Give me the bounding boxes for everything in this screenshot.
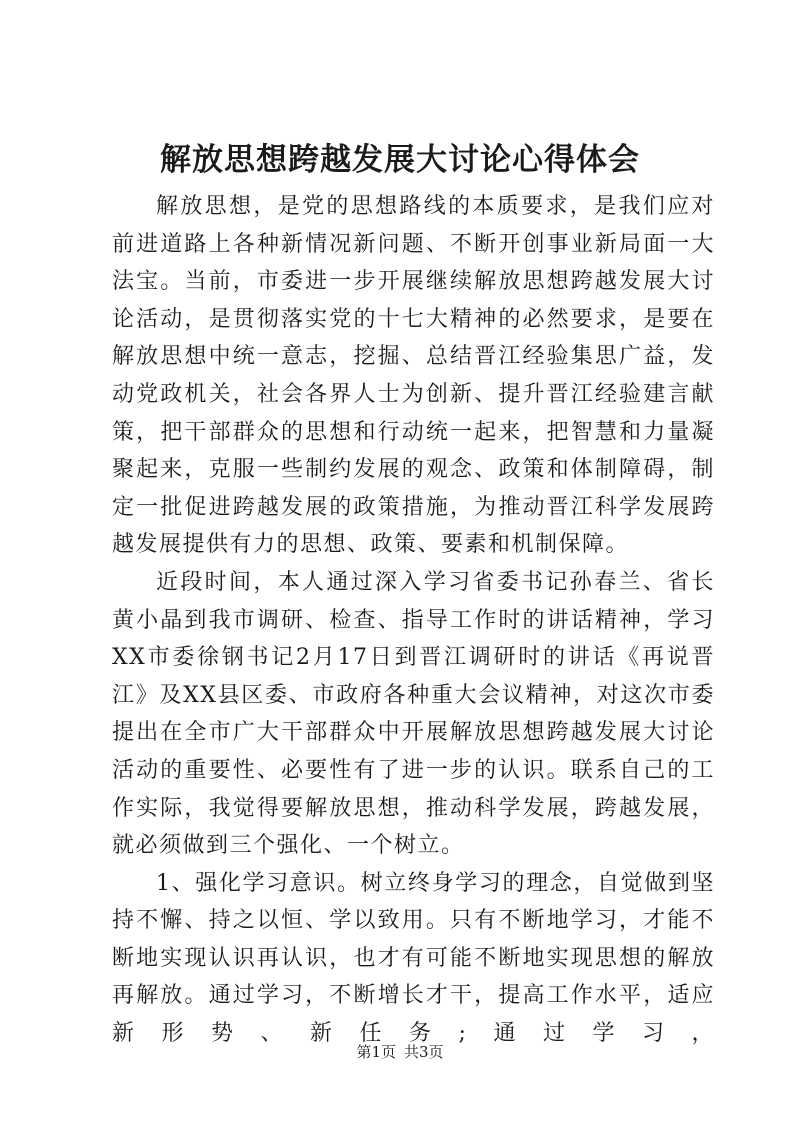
paragraph: 近段时间，本人通过深入学习省委书记孙春兰、省长黄小晶到我市调研、检查、指导工作时的讲话精神，学习XX市委徐钢书记2月17日到晋江调研时的讲话《再说晋江》及XX县区委、市政府各种重大会议精神，对这次市委提出在全市广大干部群众中开展解放思想跨越发展大讨论活动的重要性、必要性有了进一步的认识。联系自己的工作实际，我觉得要解放思想，推动科学发展，跨越发展，就必须做到三个强化、一个树立。 xyxy=(112,569,715,859)
page-number: 第1页 xyxy=(356,1043,396,1061)
document-body xyxy=(112,188,715,1053)
page-footer xyxy=(0,1042,800,1062)
paragraph: 解放思想，是党的思想路线的本质要求，是我们应对前进道路上各种新情况新问题、不断开创事业新局面一大法宝。当前，市委进一步开展继续解放思想跨越发展大讨论活动，是贯彻落实党的十七大精神的必然要求，是要在解放思想中统一意志，挖掘、总结晋江经验集思广益，发动党政机关，社会各界人士为创新、提升晋江经验建言献策，把干部群众的思想和行动统一起来，把智慧和力量凝聚起来，克服一些制约发展的观念、政策和体制障碍，制定一批促进跨越发展的政策措施，为推动晋江科学发展跨越发展提供有力的思想、政策、要素和机制保障。 xyxy=(112,194,715,558)
page-total: 共3页 xyxy=(404,1043,444,1061)
document-title: 解放思想跨越发展大讨论心得体会 xyxy=(160,142,640,178)
paragraph: 1、强化学习意识。树立终身学习的理念，自觉做到坚持不懈、持之以恒、学以致用。只有不断地学习，才能不断地实现认识再认识，也才有可能不断地实现思想的解放再解放。通过学习，不断增长才干，提高工作水平，适应新形势、新任务;通过学习， xyxy=(112,870,715,1047)
